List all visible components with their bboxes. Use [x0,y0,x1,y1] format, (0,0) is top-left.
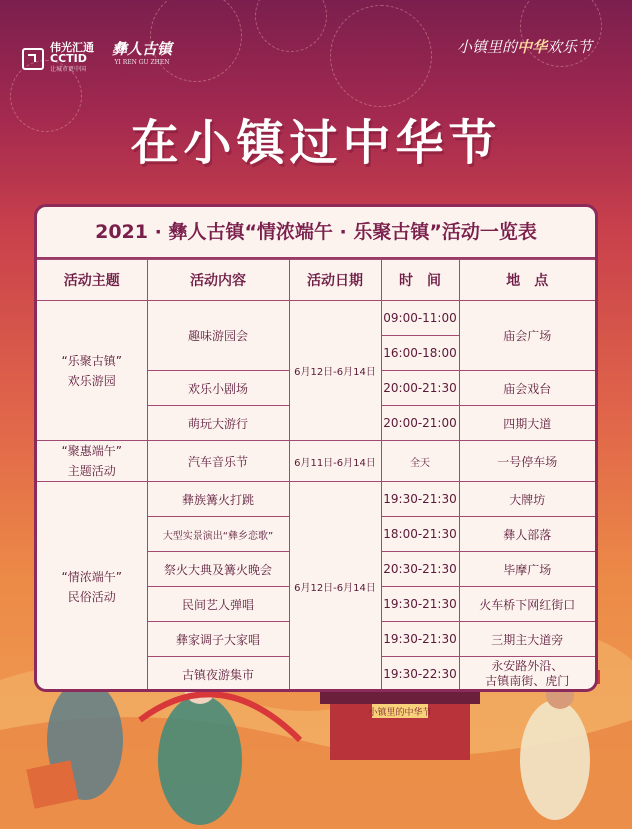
company-logo [22,42,94,75]
time-cell: 16:00-18:00 [381,336,459,371]
festival-slogan [457,36,592,57]
content-cell: 汽车音乐节 [147,441,289,482]
theme-line: “聚惠端午” [61,444,122,458]
schedule-title: 2021 · 彝人古镇“情浓端午 · 乐聚古镇”活动一览表 [37,207,595,259]
place-line: 永安路外沿、 [491,659,564,673]
firework-decoration [330,5,432,107]
town-logo [112,38,172,66]
place-cell: 四期大道 [459,406,595,441]
time-cell: 09:00-11:00 [381,301,459,336]
table-row [37,441,595,482]
content-cell: 大型实景演出“彝乡恋歌” [147,517,289,552]
time-cell: 19:30-22:30 [381,657,459,692]
time-cell: 19:30-21:30 [381,587,459,622]
place-cell: 庙会戏台 [459,371,595,406]
time-cell: 19:30-21:30 [381,482,459,517]
place-cell: 一号停车场 [459,441,595,482]
table-row [37,482,595,517]
date-cell: 6月12日-6月14日 [289,482,381,692]
theme-cell [37,482,147,692]
time-cell: 20:30-21:30 [381,552,459,587]
theme-line: 主题活动 [67,464,116,478]
page-title: 在小镇过中华节 [130,115,502,171]
schedule-panel [34,204,598,692]
slogan-suffix: 欢乐节 [546,38,592,56]
date-cell: 6月12日-6月14日 [289,301,381,441]
place-cell: 大牌坊 [459,482,595,517]
place-cell: 三期主大道旁 [459,622,595,657]
time-cell: 19:30-21:30 [381,622,459,657]
company-tagline: 让城市更中国 [50,66,87,73]
place-cell: 彝人部落 [459,517,595,552]
column-header-content: 活动内容 [147,260,289,301]
content-cell: 祭火大典及篝火晚会 [147,552,289,587]
place-cell: 毕摩广场 [459,552,595,587]
theme-line: “情浓端午” [61,569,122,584]
theme-line: 民俗活动 [67,589,116,604]
firework-decoration [255,0,327,52]
place-cell: 火车桥下网红街口 [459,587,595,622]
gate-sign: 小镇里的中华节 [368,708,432,718]
content-cell: 彝家调子大家唱 [147,622,289,657]
place-cell [459,657,595,692]
company-logo-icon [22,48,44,70]
time-cell: 20:00-21:30 [381,371,459,406]
content-cell: 彝族篝火打跳 [147,482,289,517]
place-line: 古镇南街、虎门 [485,674,570,688]
time-cell: 20:00-21:00 [381,406,459,441]
content-cell: 古镇夜游集市 [147,657,289,692]
content-cell: 欢乐小剧场 [147,371,289,406]
column-header-date: 活动日期 [289,260,381,301]
town-logo-text: 彝人古镇 [112,40,173,58]
company-code: CCTID [50,52,87,65]
column-header-time: 时 间 [381,260,459,301]
content-cell: 民间艺人弹唱 [147,587,289,622]
theme-cell [37,301,147,441]
table-row [37,301,595,336]
theme-line: “乐聚古镇” [61,353,122,368]
content-cell: 萌玩大游行 [147,406,289,441]
place-cell: 庙会广场 [459,301,595,371]
column-header-place: 地 点 [459,260,595,301]
theme-line: 欢乐游园 [67,373,116,388]
company-name: 伟光汇通 [50,41,94,54]
theme-cell [37,441,147,482]
town-logo-subtext: YI REN GU ZHEN [114,59,170,66]
slogan-highlight: 中华 [516,38,547,56]
column-header-theme: 活动主题 [37,260,147,301]
slogan-prefix: 小镇里的 [456,38,517,56]
content-cell: 趣味游园会 [147,301,289,371]
date-cell: 6月11日-6月14日 [289,441,381,482]
schedule-table [37,259,595,692]
table-header-row [37,260,595,301]
time-cell: 全天 [381,441,459,482]
time-cell: 18:00-21:30 [381,517,459,552]
